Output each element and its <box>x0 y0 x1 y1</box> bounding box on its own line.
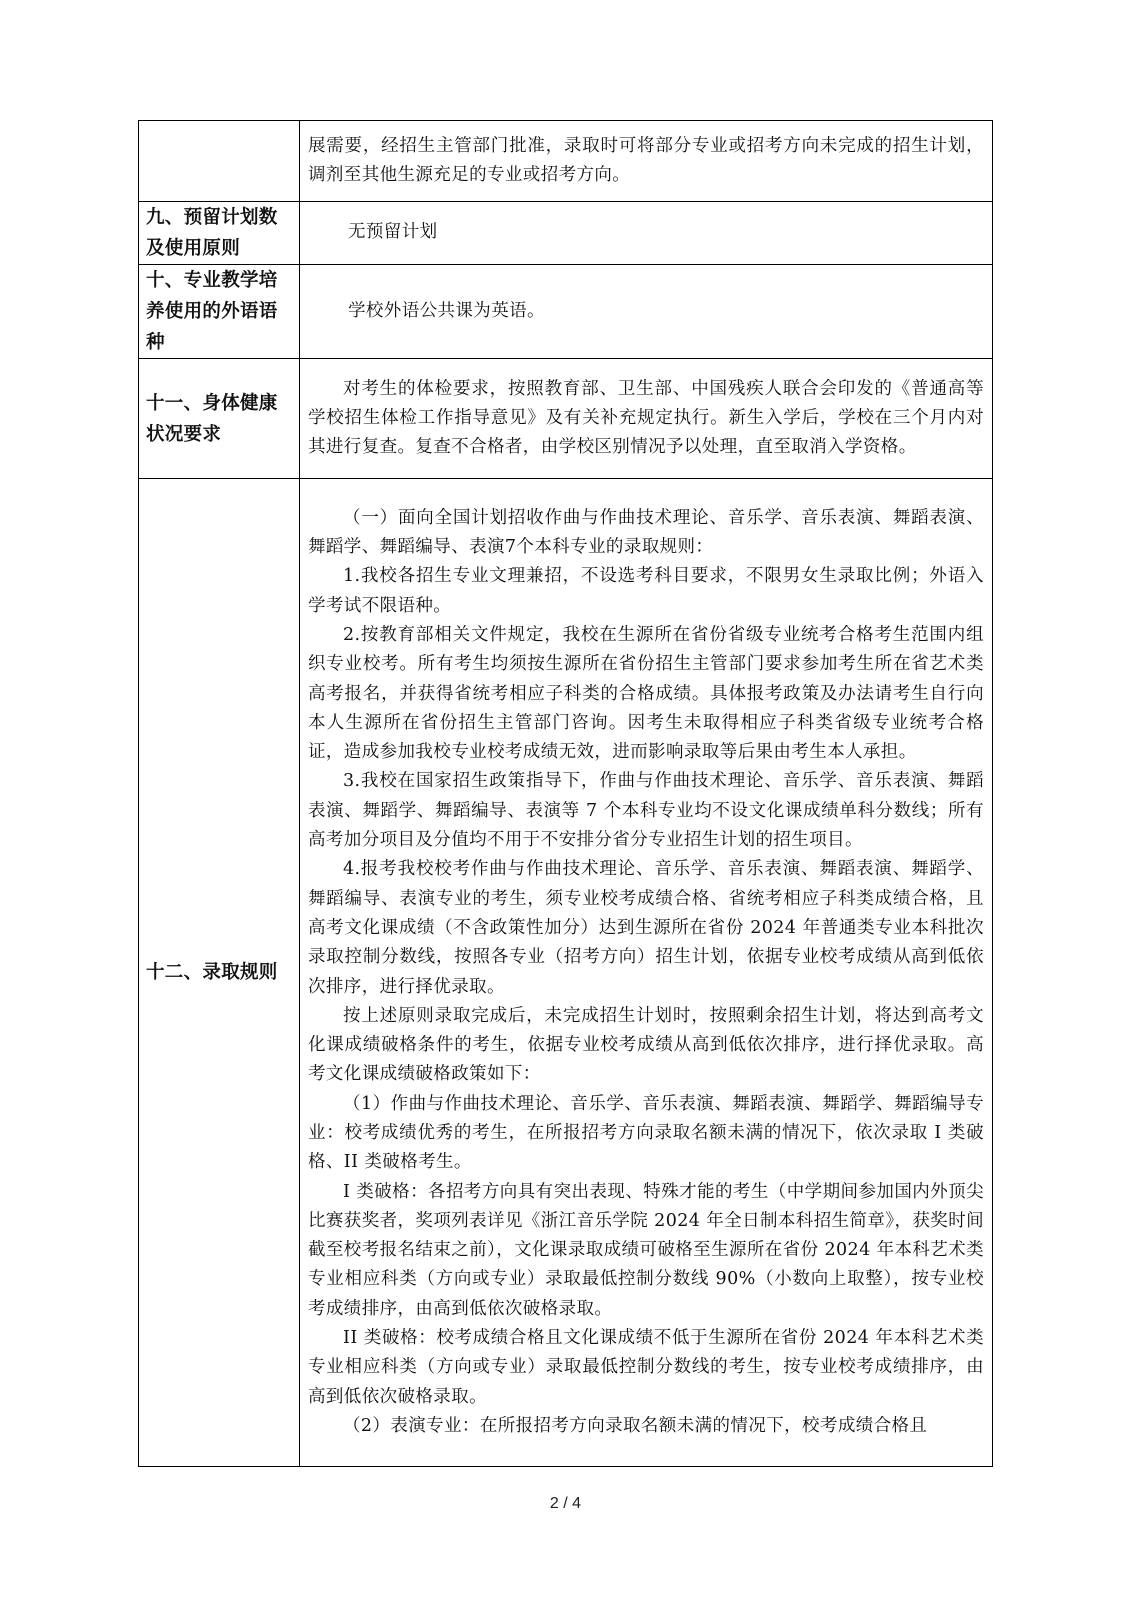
table-row <box>139 202 993 265</box>
row-content <box>300 265 993 359</box>
table-row <box>139 359 993 479</box>
table-row <box>139 479 993 1467</box>
paragraph: 3.我校在国家招生政策指导下，作曲与作曲技术理论、音乐学、音乐表演、舞蹈表演、舞蹈学、舞蹈编导、表演等 7 个本科专业均不设文化课成绩单科分数线；所有高考加分项目及分值均不用于不安排分省分专业招生计划的招生项目。 <box>308 771 984 851</box>
row-label: 十一、身体健康状况要求 <box>139 359 300 479</box>
row-label: 九、预留计划数及使用原则 <box>139 202 300 265</box>
table-row <box>139 265 993 359</box>
paragraph: 2.按教育部相关文件规定，我校在生源所在省份省级专业统考合格考生范围内组织专业校考。所有考生均须按生源所在省份招生主管部门要求参加考生所在省艺术类高考报名，并获得省统考相应子科类的合格成绩。具体报考政策及办法请考生自行向本人生源所在省份招生主管部门咨询。因考生未取得相应子科类省级专业统考合格证，造成参加我校专业校考成绩无效，进而影响录取等后果由考生本人承担。 <box>308 624 984 763</box>
row-content <box>300 359 993 479</box>
paragraph: 无预留计划 <box>348 222 438 243</box>
paragraph: II 类破格：校考成绩合格且文化课成绩不低于生源所在省份 2024 年本科艺术类专业相应科类（方向或专业）录取最低控制分数线的考生，按专业校考成绩排序，由高到低依次破格录取。 <box>308 1328 984 1407</box>
paragraph: 学校外语公共课为英语。 <box>348 300 545 321</box>
row-content <box>300 479 993 1467</box>
paragraph: 4.报考我校校考作曲与作曲技术理论、音乐学、音乐表演、舞蹈表演、舞蹈学、舞蹈编导、表演专业的考生，须专业校考成绩合格、省统考相应子科类成绩合格，且高考文化课成绩（不含政策性加分）达到生源所在省份 2024 年普通类专业本科批次录取控制分数线，按照各专业（招考方向）招生计划，依据专业校考成绩从高到低依次排序，进行择优录取。 <box>308 859 984 997</box>
paragraph: 按上述原则录取完成后，未完成招生计划时，按照剩余招生计划，将达到高考文化课成绩破格条件的考生，依据专业校考成绩从高到低依次排序，进行择优录取。高考文化课成绩破格政策如下： <box>308 1005 984 1085</box>
paragraph: （一）面向全国计划招收作曲与作曲技术理论、音乐学、音乐表演、舞蹈表演、舞蹈学、舞蹈编导、表演7个本科专业的录取规则： <box>308 507 984 558</box>
admission-rules-table <box>138 120 993 1467</box>
paragraph: 1.我校各招生专业文理兼招，不设选考科目要求，不限男女生录取比例；外语入学考试不限语种。 <box>308 566 984 616</box>
row-content <box>300 202 993 265</box>
paragraph: I 类破格：各招考方向具有突出表现、特殊才能的考生（中学期间参加国内外顶尖比赛获奖者，奖项列表详见《浙江音乐学院 2024 年全日制本科招生简章》，获奖时间截至校考报名结束之前），文化课录取成绩可破格至生源所在省份 2024 年本科艺术类专业相应科类（方向或专业）录取最低控制分数线 90%（小数向上取整），按专业校考成绩排序，由高到低依次破格录取。 <box>308 1181 984 1319</box>
paragraph: （2）表演专业：在所报招考方向录取名额未满的情况下，校考成绩合格且 <box>343 1415 928 1436</box>
page-number: 2 / 4 <box>549 1495 582 1512</box>
paragraph: （1）作曲与作曲技术理论、音乐学、音乐表演、舞蹈表演、舞蹈学、舞蹈编导专业：校考成绩优秀的考生，在所报招考方向录取名额未满的情况下，依次录取 I 类破格、II 类破格考生。 <box>308 1093 984 1173</box>
paragraph: 对考生的体检要求，按照教育部、卫生部、中国残疾人联合会印发的《普通高等学校招生体检工作指导意见》及有关补充规定执行。新生入学后，学校在三个月内对其进行复查。复查不合格者，由学校区别情况予以处理，直至取消入学资格。 <box>308 378 984 458</box>
paragraph: 展需要，经招生主管部门批准，录取时可将部分专业或招考方向未完成的招生计划，调剂至其他生源充足的专业或招考方向。 <box>308 135 984 185</box>
table-row <box>139 121 993 202</box>
row-label: 十二、录取规则 <box>139 479 300 1467</box>
row-content <box>300 121 993 202</box>
row-label: 十、专业教学培养使用的外语语种 <box>139 265 300 359</box>
row-label <box>139 121 300 202</box>
